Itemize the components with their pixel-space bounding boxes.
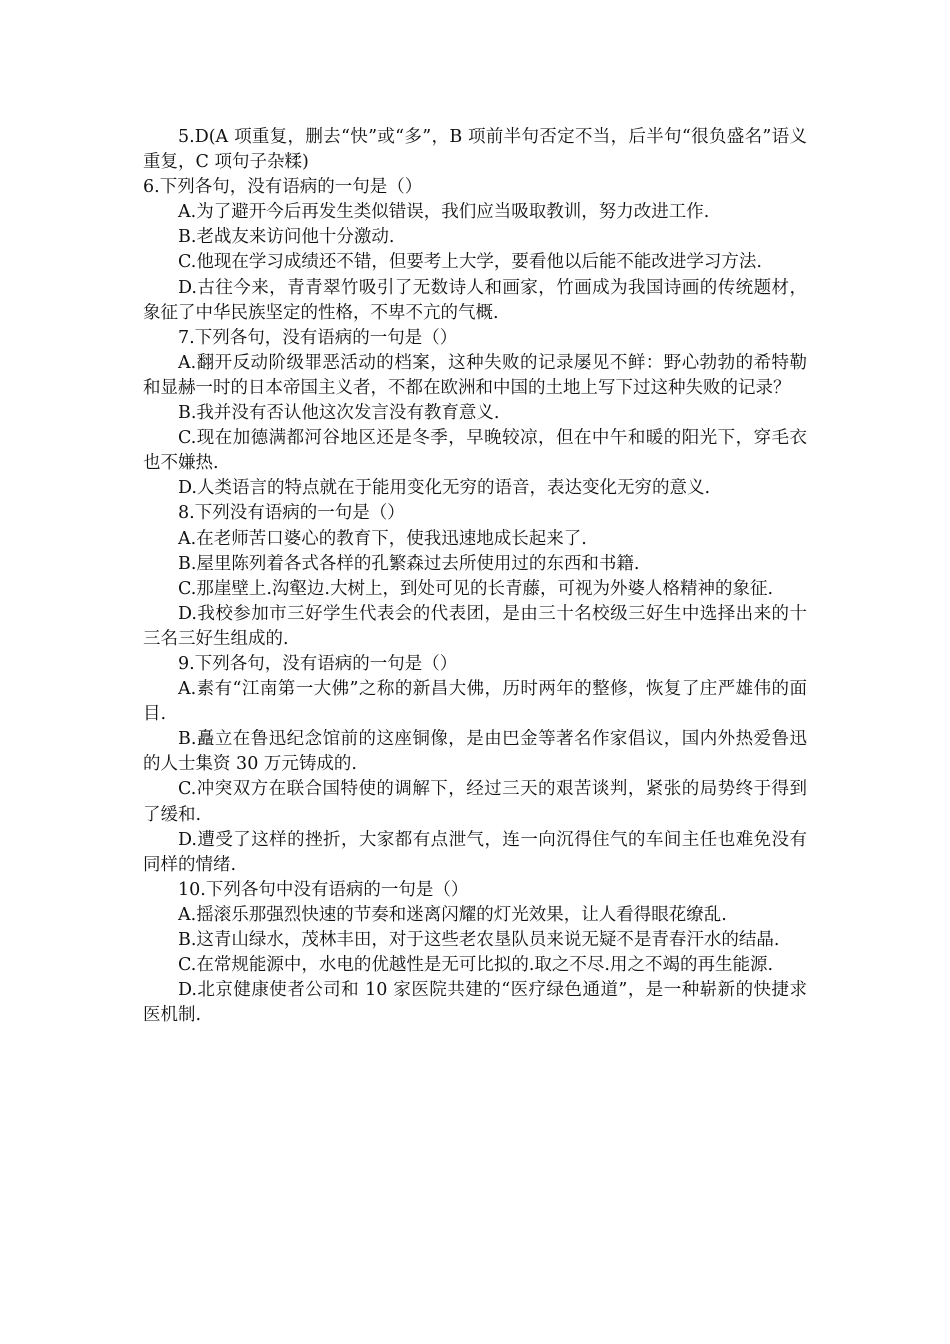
question-9-option-d: D.遭受了这样的挫折，大家都有点泄气，连一向沉得住气的车间主任也难免没有同样的情绪.	[143, 829, 807, 875]
question-9-stem: 9.下列各句，没有语病的一句是（）	[178, 653, 458, 674]
question-8-option-a: A.在老师苦口婆心的教育下，使我迅速地成长起来了.	[178, 528, 587, 549]
document-page	[143, 125, 807, 1028]
question-9-option-a: A.素有“江南第一大佛”之称的新昌大佛，历时两年的整修，恢复了庄严雄伟的面目.	[143, 679, 807, 725]
question-9-option-b: B.矗立在鲁迅纪念馆前的这座铜像，是由巴金等著名作家倡议，国内外热爱鲁迅的人士集资 30 万元铸成的.	[143, 729, 807, 775]
question-7-option-b: B.我并没有否认他这次发言没有教育意义.	[178, 403, 500, 424]
question-6-option-a: A.为了避开今后再发生类似错误，我们应当吸取教训，努力改进工作.	[178, 202, 710, 223]
question-9-option-c: C.冲突双方在联合国特使的调解下，经过三天的艰苦谈判，紧张的局势终于得到了缓和.	[143, 779, 807, 825]
question-10-option-b: B.这青山绿水，茂林丰田，对于这些老农垦队员来说无疑不是青春汗水的结晶.	[178, 930, 780, 950]
question-7-option-a: A.翻开反动阶级罪恶活动的档案，这种失败的记录屡见不鲜：野心勃勃的希特勒和显赫一时的日本帝国主义者，不都在欧洲和中国的土地上写下过这种失败的记录？	[143, 352, 807, 398]
answer-explanation-5: 5.D(A 项重复，删去“快”或“多”，B 项前半句否定不当，后半句“很负盛名”语义重复，C 项句子杂糅)	[143, 127, 807, 173]
question-6-option-b: B.老战友来访问他十分激动.	[178, 227, 395, 248]
question-8-option-c: C.那崖壁上.沟壑边.大树上，到处可见的长青藤，可视为外婆人格精神的象征.	[178, 578, 774, 599]
question-7-option-c: C.现在加德满都河谷地区还是冬季，早晚较凉，但在中午和暖的阳光下，穿毛衣也不嫌热.	[143, 428, 807, 474]
question-6-stem: 6.下列各句，没有语病的一句是（）	[143, 177, 423, 198]
question-8-option-d: D.我校参加市三好学生代表会的代表团，是由三十名校级三好生中选择出来的十三名三好生组成的.	[143, 603, 807, 649]
question-10-stem: 10.下列各句中没有语病的一句是（）	[178, 879, 469, 900]
question-10-option-d: D.北京健康使者公司和 10 家医院共建的“医疗绿色通道”，是一种崭新的快捷求医机制.	[143, 980, 807, 1026]
question-6-option-d: D.古往今来，青青翠竹吸引了无数诗人和画家，竹画成为我国诗画的传统题材，象征了中华民族坚定的性格，不卑不亢的气概.	[143, 277, 807, 323]
question-10-option-c: C.在常规能源中，水电的优越性是无可比拟的.取之不尽.用之不竭的再生能源.	[178, 955, 774, 976]
question-8-stem: 8.下列没有语病的一句是（）	[178, 503, 405, 524]
question-7-option-d: D.人类语言的特点就在于能用变化无穷的语音，表达变化无穷的意义.	[178, 478, 711, 499]
question-6-option-c: C.他现在学习成绩还不错，但要考上大学，要看他以后能不能改进学习方法.	[178, 252, 762, 273]
question-8-option-b: B.屋里陈列着各式各样的孔繁森过去所使用过的东西和书籍.	[178, 553, 640, 574]
question-7-stem: 7.下列各句，没有语病的一句是（）	[178, 327, 458, 348]
question-10-option-a: A.摇滚乐那强烈快速的节奏和迷离闪耀的灯光效果，让人看得眼花缭乱.	[178, 904, 727, 925]
